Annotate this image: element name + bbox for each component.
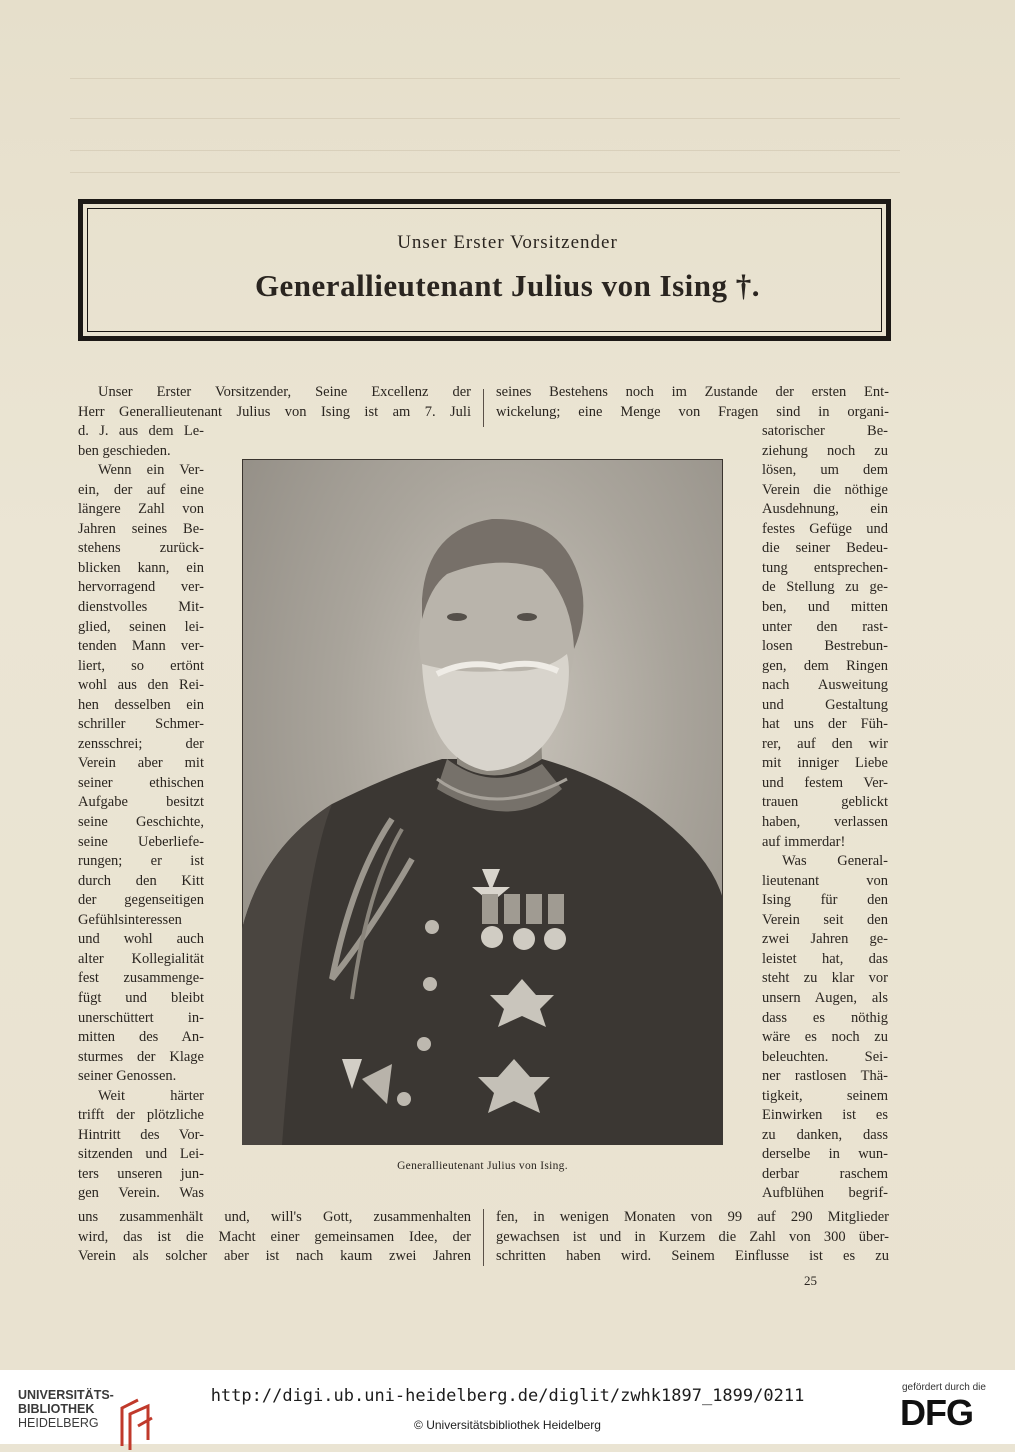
text-line: glied, seinen lei- <box>78 618 204 635</box>
text-line: der gegenseitigen <box>78 892 204 909</box>
bleed-through-line <box>70 118 900 119</box>
text-line: dass es nöthig <box>762 1009 888 1026</box>
text-line: seiner Genossen. <box>78 1068 177 1085</box>
text-line: Weit härter <box>98 1087 204 1104</box>
library-name-line-3: HEIDELBERG <box>18 1416 99 1430</box>
text-line: Aufblühen begrif- <box>762 1185 888 1202</box>
portrait-illustration <box>242 459 723 1145</box>
funding-note: gefördert durch die <box>902 1382 986 1393</box>
text-line: wird, das ist die Macht einer gemeinsamen Idee, der <box>78 1228 471 1245</box>
text-line: stehens zurück- <box>78 540 204 557</box>
text-line: steht zu klar vor <box>762 970 888 987</box>
text-line: leistet hat, das <box>762 950 888 967</box>
permalink-url[interactable]: http://digi.ub.uni-heidelberg.de/diglit/zwhk1897_1899/0211 <box>210 1386 805 1406</box>
text-line: trauen geblickt <box>762 794 888 811</box>
text-line: de Stellung zu ge- <box>762 579 888 596</box>
column-rule-top <box>483 389 484 427</box>
text-line: ters unseren jun- <box>78 1165 204 1182</box>
text-line: Verein als solcher aber ist nach kaum zwei Jahren <box>78 1248 471 1265</box>
bleed-through-line <box>70 150 900 151</box>
text-line: zensschrei; der <box>78 735 204 752</box>
text-line: hat uns der Füh- <box>762 716 888 733</box>
text-line: ein, der auf eine <box>78 481 204 498</box>
text-line: fen, in wenigen Monaten von 99 auf 290 Mitglieder <box>496 1209 889 1225</box>
photo-caption: Generallieutenant Julius von Ising. <box>397 1160 568 1172</box>
text-line: Ausdehnung, ein <box>762 501 888 518</box>
text-line: auf immerdar! <box>762 833 846 850</box>
text-line: dienstvolles Mit- <box>78 598 204 615</box>
text-line: Gefühlsinteressen <box>78 911 182 928</box>
text-line: festes Gefüge und <box>762 520 888 537</box>
text-line: Herr Generallieutenant Julius von Ising ist am 7. Juli <box>78 403 471 420</box>
text-line: gen, dem Ringen <box>762 657 888 674</box>
text-line: d. J. aus dem Le- <box>78 423 204 439</box>
text-line: hen desselben ein <box>78 696 204 713</box>
text-line: und wohl auch <box>78 931 204 948</box>
text-line: fügt und bleibt <box>78 989 204 1006</box>
text-line: Jahren seines Be- <box>78 520 204 537</box>
text-line: derselbe in wun- <box>762 1146 888 1163</box>
article-kicker: Unser Erster Vorsitzender <box>397 232 618 253</box>
text-line: zwei Jahren ge- <box>762 931 888 948</box>
text-line: Unser Erster Vorsitzender, Seine Excellenz der <box>98 384 471 400</box>
text-line: gewachsen ist und in Kurzem die Zahl von 300 über- <box>496 1228 889 1245</box>
text-line: Verein aber mit <box>78 755 204 772</box>
text-line: längere Zahl von <box>78 501 204 518</box>
text-line: Hintritt des Vor- <box>78 1126 204 1143</box>
text-line: schriller Schmer- <box>78 716 204 733</box>
text-line: rungen; er ist <box>78 853 204 870</box>
text-line: satorischer Be- <box>762 423 888 439</box>
portrait-photograph <box>242 459 723 1145</box>
text-line: schritten haben wird. Seinem Einflusse ist es zu <box>496 1248 889 1265</box>
text-line: beleuchten. Sei- <box>762 1048 888 1065</box>
text-line: tung entsprechen- <box>762 559 888 576</box>
text-line: alter Kollegialität <box>78 950 204 967</box>
text-line: unter den rast- <box>762 618 888 635</box>
text-line: blicken kann, ein <box>78 559 204 576</box>
page-number: 25 <box>804 1273 817 1288</box>
text-line: mit inniger Liebe <box>762 755 888 772</box>
text-line: seiner ethischen <box>78 774 204 791</box>
text-line: Verein die nöthige <box>762 481 888 498</box>
text-line: mitten des An- <box>78 1029 204 1046</box>
text-line: sitzenden und Lei- <box>78 1146 204 1163</box>
dfg-logo[interactable]: DFG <box>900 1392 973 1433</box>
text-line: gen Verein. Was <box>78 1185 204 1202</box>
text-line: wohl aus den Rei- <box>78 677 204 694</box>
text-line: tenden Mann ver- <box>78 638 204 655</box>
text-line: seine Ueberliefe- <box>78 833 204 850</box>
text-line: rer, auf den wir <box>762 735 888 752</box>
text-line: wickelung; eine Menge von Fragen sind in organi- <box>496 403 889 420</box>
bleed-through-line <box>70 172 900 173</box>
text-line: derbar raschem <box>762 1165 888 1182</box>
text-line: uns zusammenhält und, will's Gott, zusammenhalten <box>78 1209 471 1225</box>
text-line: ner rastlosen Thä- <box>762 1068 888 1085</box>
library-name-line-1: UNIVERSITÄTS- <box>18 1388 114 1402</box>
text-line: Verein seit den <box>762 911 888 928</box>
text-line: Was General- <box>782 853 888 870</box>
text-line: seines Bestehens noch im Zustande der ersten Ent- <box>496 384 889 400</box>
text-line: Wenn ein Ver- <box>98 462 204 479</box>
text-line: und Gestaltung <box>762 696 888 713</box>
text-line: Aufgabe besitzt <box>78 794 204 811</box>
text-line: und festem Ver- <box>762 774 888 791</box>
bleed-through-line <box>70 78 900 79</box>
text-line: die seiner Bedeu- <box>762 540 888 557</box>
copyright-notice: © Universitätsbibliothek Heidelberg <box>414 1418 601 1432</box>
text-line: lösen, um dem <box>762 462 888 479</box>
text-line: nach Ausweitung <box>762 677 888 694</box>
text-line: wäre es noch zu <box>762 1029 888 1046</box>
text-line: trifft der plötzliche <box>78 1107 204 1124</box>
column-rule-bottom <box>483 1209 484 1266</box>
text-line: tigkeit, seinem <box>762 1087 888 1104</box>
text-line: fest zusammenge- <box>78 970 204 987</box>
text-line: Einwirken ist es <box>762 1107 888 1124</box>
text-line: haben, verlassen <box>762 814 888 830</box>
text-line: ben geschieden. <box>78 442 171 459</box>
text-line: zu danken, dass <box>762 1126 888 1143</box>
text-line: sturmes der Klage <box>78 1048 204 1065</box>
text-line: losen Bestrebun- <box>762 638 888 655</box>
text-line: Ising für den <box>762 892 888 909</box>
article-title: Generallieutenant Julius von Ising †. <box>254 268 761 303</box>
text-line: ben, und mitten <box>762 598 888 615</box>
text-line: seine Geschichte, <box>78 814 204 830</box>
text-line: unerschüttert in- <box>78 1009 204 1026</box>
text-line: hervorragend ver- <box>78 579 204 596</box>
text-line: ziehung noch zu <box>762 442 888 459</box>
library-name-line-2: BIBLIOTHEK <box>18 1402 95 1416</box>
digitization-footer <box>0 1370 1015 1444</box>
text-line: durch den Kitt <box>78 872 204 889</box>
text-line: liert, so ertönt <box>78 657 204 674</box>
text-line: unsern Augen, als <box>762 989 888 1006</box>
text-line: lieutenant von <box>762 872 888 889</box>
